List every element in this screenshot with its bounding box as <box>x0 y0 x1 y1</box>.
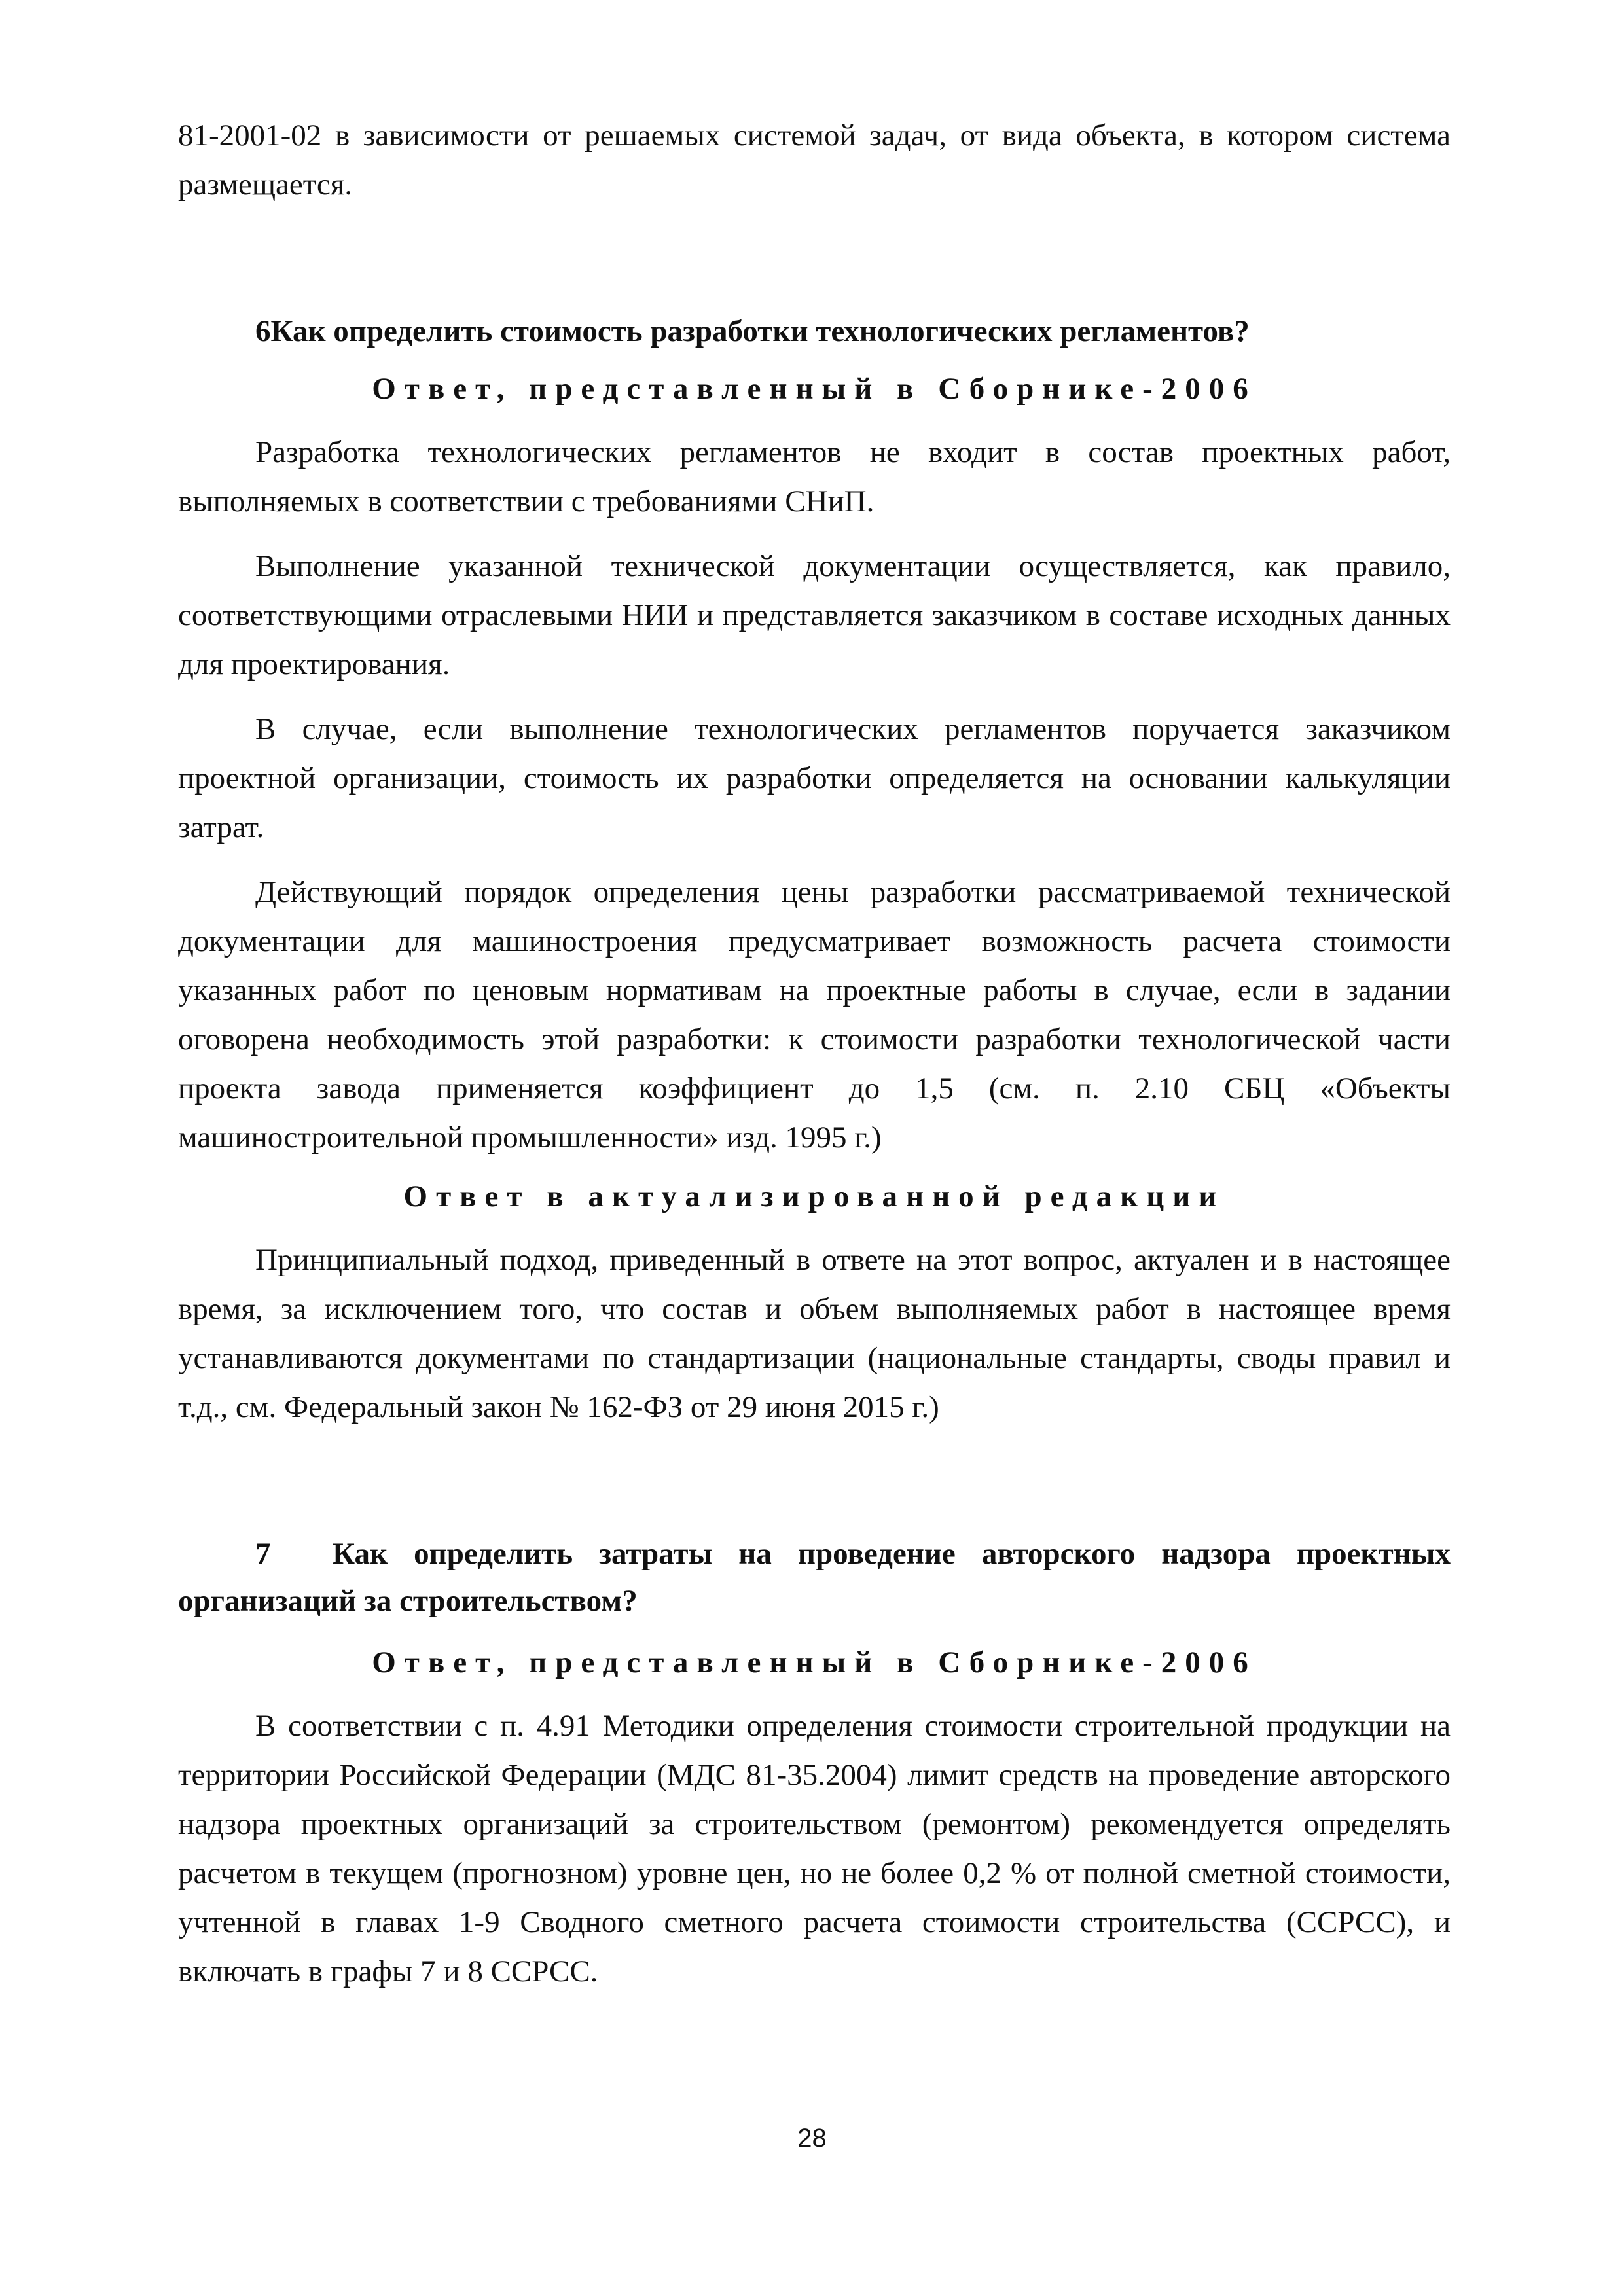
page-number: 28 <box>797 2124 827 2153</box>
section6-paragraph-2: Выполнение указанной технической документации осуществляется, как правило, соответствующими отраслевыми НИИ и представляется заказчиком в составе исходных данных для проектирования. <box>178 549 1451 681</box>
section6-updated-paragraph: Принципиальный подход, приведенный в ответе на этот вопрос, актуален и в настоящее время, за исключением того, что состав и объем выполняемых работ в настоящее время устанавливаются документами по стандартизации (национальные стандарты, своды правил и т.д., см. Федеральный закон № 162-ФЗ от 29 июня 2015 г.) <box>178 1243 1451 1424</box>
answer-updated-heading-6: Ответ в актуализированной редакции <box>403 1179 1225 1213</box>
question-6-number: 6 <box>255 314 271 348</box>
intro-paragraph: 81-2001-02 в зависимости от решаемых системой задач, от вида объекта, в котором система размещается. <box>178 118 1451 202</box>
section6-paragraph-3: В случае, если выполнение технологических регламентов поручается заказчиком проектной организации, стоимость их разработки определяется на основании калькуляции затрат. <box>178 712 1451 844</box>
answer-2006-heading-7: Ответ, представленный в Сборнике-2006 <box>372 1645 1257 1679</box>
question-6-text: Как определить стоимость разработки технологических регламентов? <box>270 314 1250 348</box>
section7-paragraph: В соответствии с п. 4.91 Методики определения стоимости строительной продукции на территории Российской Федерации (МДС 81-35.2004) лимит средств на проведение авторского надзора проектных организаций за строительством (ремонтом) рекомендуется определять расчетом в текущем (прогнозном) уровне цен, но не более 0,2 % от полной сметной стоимости, учтенной в главах 1-9 Сводного сметного расчета стоимости строительства (ССРСС), и включать в графы 7 и 8 ССРСС. <box>178 1709 1451 1988</box>
question-7-number: 7 <box>255 1537 271 1571</box>
section6-paragraph-1: Разработка технологических регламентов не входит в состав проектных работ, выполняемых в соответствии с требованиями СНиП. <box>178 435 1451 518</box>
document-page <box>178 111 1451 1996</box>
answer-2006-heading-6: Ответ, представленный в Сборнике-2006 <box>372 372 1257 406</box>
question-7 <box>178 1530 1451 1624</box>
question-7-text: Как определить затраты на проведение авторского надзора проектных организаций за строительством? <box>178 1537 1451 1618</box>
section6-paragraph-4: Действующий порядок определения цены разработки рассматриваемой технической документации для машиностроения предусматривает возможность расчета стоимости указанных работ по ценовым нормативам на проектные работы в случае, если в задании оговорена необходимость этой разработки: к стоимости разработки технологической части проекта завода применяется коэффициент до 1,5 (см. п. 2.10 СБЦ «Объекты машиностроительной промышленности» изд. 1995 г.) <box>178 875 1451 1155</box>
question-6 <box>178 308 1451 355</box>
